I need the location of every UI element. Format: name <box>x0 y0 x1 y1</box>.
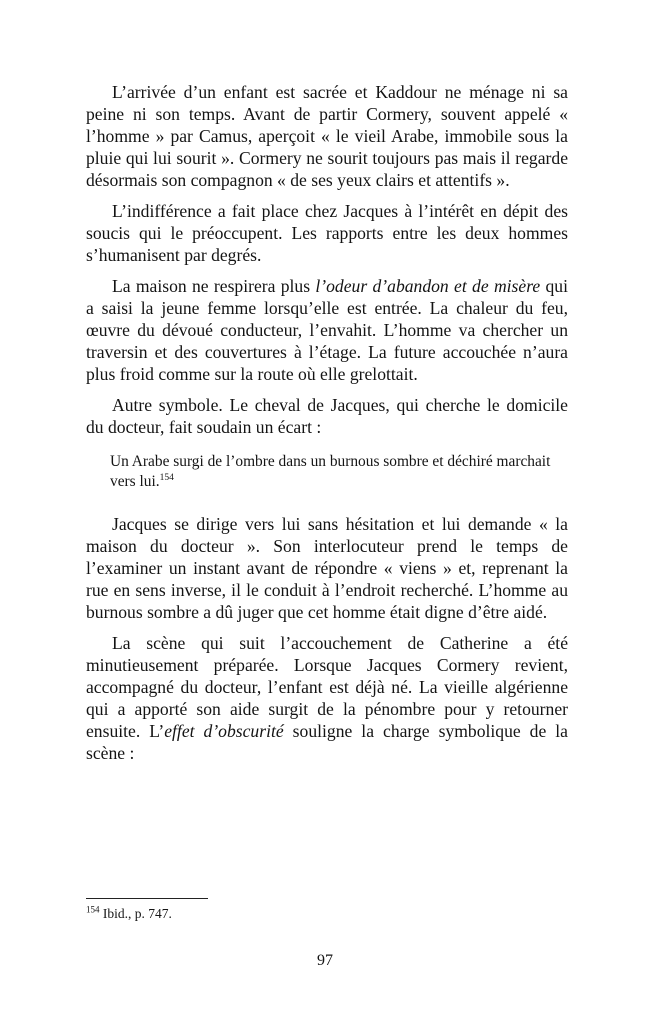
footnote-reference: 154 <box>159 472 174 483</box>
page-number: 97 <box>317 952 333 969</box>
paragraph-4 <box>86 394 568 438</box>
paragraph-1 <box>86 81 568 191</box>
body-text <box>86 81 568 773</box>
paragraph-2 <box>86 200 568 266</box>
paragraph-3 <box>86 275 568 385</box>
footnote <box>86 906 172 922</box>
block-quote <box>110 452 568 492</box>
paragraph-5 <box>86 513 568 623</box>
paragraph-3-text-end: qui a saisi la jeune femme lorsqu’elle est entrée. La chaleur du feu, œuvre du dévoué conducteur, l’envahit. L’homme va chercher un traversin et des couvertures à l’étage. La future accouchée n’aura plus froid comme sur la route où elle grelottait. <box>86 276 568 384</box>
footnote-text: Ibid., p. 747. <box>99 906 172 921</box>
paragraph-3-italic: l’odeur d’abandon et de misère <box>315 276 541 296</box>
block-quote-text: Un Arabe surgi de l’ombre dans un burnous sombre et déchiré marchait vers lui. <box>110 453 551 490</box>
paragraph-1-text: L’arrivée d’un enfant est sacrée et Kaddour ne ménage ni sa peine ni son temps. Avant de partir Cormery, souvent appelé « l’homme » par Camus, aperçoit « le vieil Arabe, immobile sous la pluie qui lui sourit ». Cormery ne sourit toujours pas mais il regarde désormais son compagnon « de ses yeux clairs et attentifs ». <box>86 82 568 190</box>
paragraph-5-text: Jacques se dirige vers lui sans hésitation et lui demande « la maison du docteur ». Son interlocuteur prend le temps de l’examiner un instant avant de répondre « viens » et, reprenant la rue en sens inverse, il le conduit à l’endroit recherché. L’homme au burnous sombre a dû juger que cet homme était digne d’être aidé. <box>86 514 568 622</box>
paragraph-6-italic: effet d’obscurité <box>164 721 284 741</box>
footnote-number: 154 <box>86 904 100 915</box>
footnote-divider <box>86 898 208 899</box>
paragraph-3-text-start: La maison ne respirera plus <box>112 276 316 296</box>
paragraph-2-text: L’indifférence a fait place chez Jacques à l’intérêt en dépit des soucis qui le préoccupent. Les rapports entre les deux hommes s’humanisent par degrés. <box>86 201 568 265</box>
paragraph-6-text-end: souligne la charge symbolique de la scène : <box>86 721 568 763</box>
paragraph-6 <box>86 632 568 764</box>
paragraph-4-text: Autre symbole. Le cheval de Jacques, qui cherche le domicile du docteur, fait soudain un écart : <box>86 395 568 437</box>
paragraph-6-text-start: La scène qui suit l’accouchement de Catherine a été minutieusement préparée. Lorsque Jacques Cormery revient, accompagné du docteur, l’enfant est déjà né. La vieille algérienne qui a apporté son aide surgit de la pénombre pour y retourner ensuite. L’ <box>86 633 568 741</box>
